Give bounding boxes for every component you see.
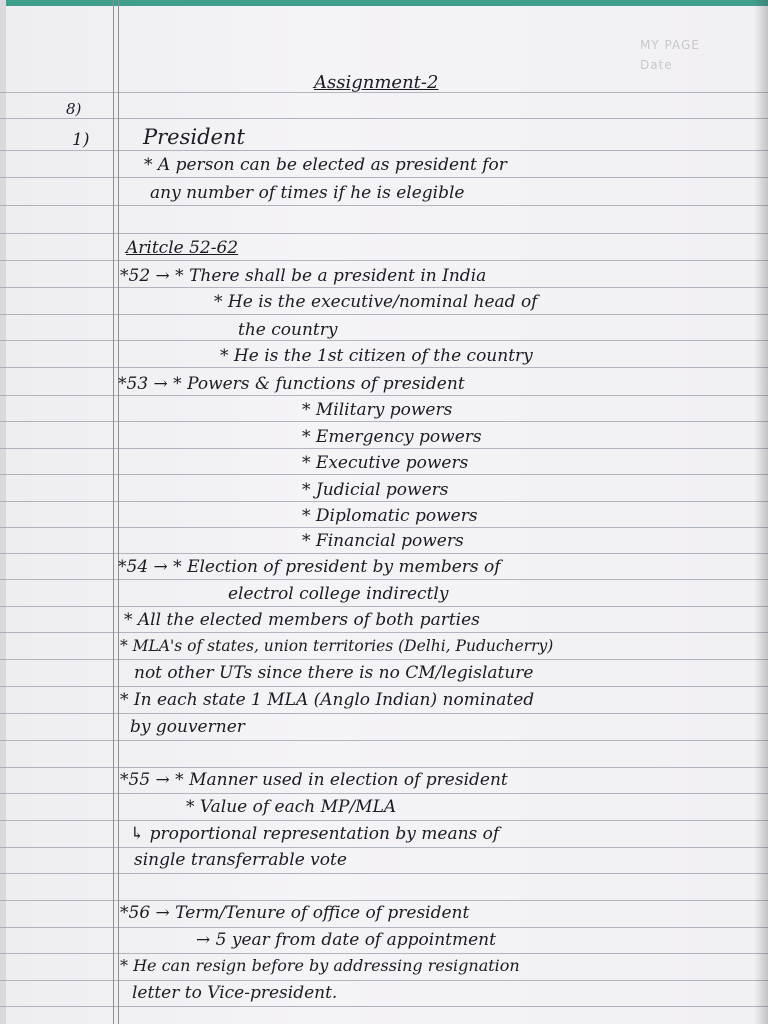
ruled-line [0,501,768,502]
text-line: by gouverner [130,717,245,737]
text-line: *54 → * Election of president by members of [118,557,501,577]
text-line: * In each state 1 MLA (Anglo Indian) nominated [120,690,535,710]
margin-mark: 8) [66,100,82,118]
text-line: single transferrable vote [134,850,347,870]
text-line: *55 → * Manner used in election of president [120,770,508,790]
ruled-line [0,980,768,981]
ruled-line [0,150,768,151]
page-spine [0,0,6,1024]
date-label: Date [640,58,673,72]
text-line: *52 → * There shall be a president in India [120,266,487,286]
text-line: * Emergency powers [302,427,482,447]
ruled-line [0,287,768,288]
text-line: * All the elected members of both parties [124,610,480,630]
text-line: *53 → * Powers & functions of president [118,374,465,394]
text-line: * He is the 1st citizen of the country [220,346,533,366]
ruled-line [0,686,768,687]
text-line: * He is the executive/nominal head of [214,292,538,312]
ruled-line [0,579,768,580]
ruled-line [0,448,768,449]
assignment-title: Assignment-2 [314,72,439,93]
text-line: * Financial powers [302,531,464,551]
question-number: 1) [72,130,90,150]
page-edge-shadow [754,0,768,1024]
text-line: * Judicial powers [302,480,449,500]
text-line: * A person can be elected as president for [144,155,507,175]
ruled-line [0,314,768,315]
text-line: * Diplomatic powers [302,506,478,526]
text-line: ↳ proportional representation by means of [130,824,500,844]
ruled-line [0,1006,768,1007]
ruled-line [0,659,768,660]
ruled-line [0,177,768,178]
margin-line [113,0,114,1024]
ruled-line [0,847,768,848]
text-line: * Military powers [302,400,453,420]
ruled-line [0,713,768,714]
text-line: * Value of each MP/MLA [186,797,397,817]
ruled-line [0,953,768,954]
ruled-line [0,632,768,633]
text-line: * He can resign before by addressing resignation [120,956,520,975]
margin-line [118,0,119,1024]
ruled-line [0,527,768,528]
text-line: the country [238,320,338,340]
text-line: *56 → Term/Tenure of office of president [120,903,470,923]
ruled-line [0,606,768,607]
text-line: letter to Vice-president. [132,983,338,1003]
text-line: * Executive powers [302,453,469,473]
ruled-line [0,421,768,422]
text-line: * MLA's of states, union territories (Delhi, Puducherry) [120,637,554,655]
ruled-line [0,740,768,741]
ruled-line [0,873,768,874]
ruled-line [0,474,768,475]
ruled-line [0,367,768,368]
ruled-line [0,260,768,261]
ruled-line [0,340,768,341]
ruled-line [0,205,768,206]
section-heading: Aritcle 52-62 [126,238,239,258]
ruled-line [0,553,768,554]
text-line: any number of times if he is elegible [150,183,465,203]
question-heading: President [143,125,245,149]
ruled-line [0,927,768,928]
ruled-line [0,793,768,794]
page-no-label: MY PAGE [640,38,700,52]
ruled-line [0,118,768,119]
ruled-line [0,395,768,396]
text-line: → 5 year from date of appointment [196,930,496,950]
text-line: electrol college indirectly [228,584,449,604]
ruled-line [0,767,768,768]
text-line: not other UTs since there is no CM/legislature [134,663,534,683]
ruled-line [0,233,768,234]
cover-edge [0,0,768,6]
ruled-line [0,820,768,821]
ruled-line [0,900,768,901]
